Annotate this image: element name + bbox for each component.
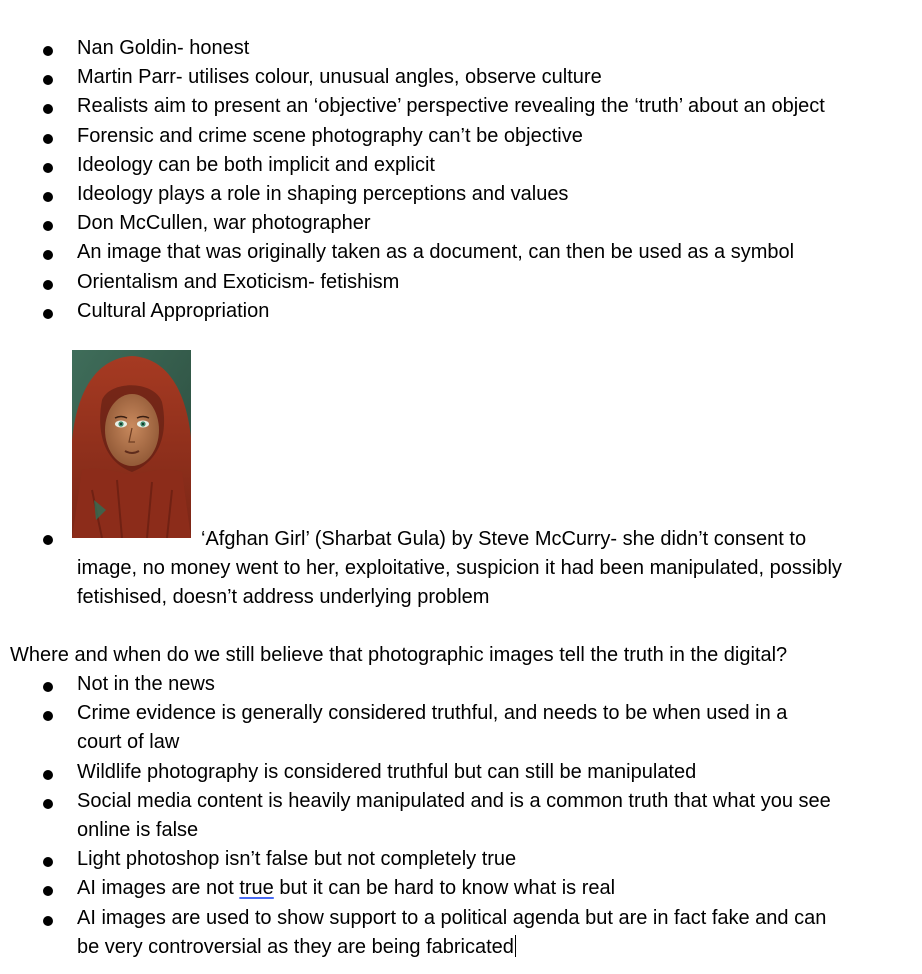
list-item-text: An image that was originally taken as a document, can then be used as a symbol — [77, 241, 795, 264]
bullet-dot — [43, 280, 53, 290]
section-question: Where and when do we still believe that photographic images tell the truth in the digital? — [10, 644, 788, 666]
text-segment: AI images are not — [77, 877, 240, 900]
bullet-dot — [43, 46, 53, 56]
truth-list — [0, 670, 852, 962]
list-item — [0, 209, 857, 238]
bullet-dot — [43, 192, 53, 202]
list-item — [0, 34, 857, 63]
bullet-dot — [43, 163, 53, 173]
list-item — [0, 151, 857, 180]
list-item — [0, 699, 852, 757]
list-item-text — [77, 904, 852, 962]
bullet-dot — [43, 682, 53, 692]
list-item-text — [77, 874, 837, 903]
list-item — [0, 874, 852, 903]
list-item — [0, 63, 857, 92]
list-item-text: Ideology plays a role in shaping perceptions and values — [77, 183, 569, 206]
bullet-dot — [43, 75, 53, 85]
bullet-dot — [43, 770, 53, 780]
list-item — [0, 122, 857, 151]
bullet-dot — [43, 104, 53, 114]
text-segment: but it can be hard to know what is real — [273, 877, 616, 900]
notes-list — [0, 34, 857, 326]
text-cursor — [515, 935, 516, 957]
bullet-dot — [43, 535, 53, 545]
list-item-text: Social media content is heavily manipulated and is a common truth that what you see online is false — [77, 789, 831, 842]
list-item-text: Don McCullen, war photographer — [77, 212, 371, 235]
list-item-text: Orientalism and Exoticism- fetishism — [77, 270, 400, 293]
list-item-text: Forensic and crime scene photography can’t be objective — [77, 124, 583, 147]
list-item-text: Light photoshop isn’t false but not completely true — [77, 848, 517, 871]
list-item — [0, 238, 857, 267]
bullet-dot — [43, 799, 53, 809]
list-item-text: Nan Goldin- honest — [77, 37, 250, 59]
spellcheck-word[interactable]: true — [239, 877, 274, 900]
photo-caption: ‘Afghan Girl’ (Sharbat Gula) by Steve McCurry- she didn’t consent to image, no money went to her, exploitative, suspicion it had been manipulated, possibly fetishised, doesn’t address underlying problem — [77, 528, 842, 609]
list-item — [0, 180, 857, 209]
text-segment: AI images are used to show support to a political agenda but are in fact fake and can be very controversial as they are being fabricated — [77, 906, 827, 958]
bullet-dot — [43, 711, 53, 721]
list-item — [0, 92, 857, 121]
list-item — [0, 845, 852, 874]
list-item-text: Wildlife photography is considered truthful but can still be manipulated — [77, 760, 697, 783]
bullet-dot — [43, 309, 53, 319]
bullet-dot — [43, 134, 53, 144]
list-item-text: Martin Parr- utilises colour, unusual angles, observe culture — [77, 66, 602, 89]
list-item-text: Ideology can be both implicit and explicit — [77, 153, 435, 176]
bullet-dot — [43, 250, 53, 260]
list-item — [0, 758, 852, 787]
bullet-dot — [43, 221, 53, 231]
list-item-text: Crime evidence is generally considered truthful, and needs to be when used in a court of law — [77, 702, 788, 754]
bullet-dot — [43, 886, 53, 896]
list-item — [0, 297, 857, 326]
bullet-dot — [43, 916, 53, 926]
bullet-dot — [43, 857, 53, 867]
list-item-text: Not in the news — [77, 673, 215, 695]
list-item-text: Realists aim to present an ‘objective’ perspective revealing the ‘truth’ about an object — [77, 95, 825, 118]
list-item — [0, 787, 852, 845]
list-item — [0, 904, 852, 962]
afghan-girl-photo[interactable] — [72, 350, 191, 538]
list-item — [0, 268, 857, 297]
list-item — [0, 670, 852, 699]
list-item-text: Cultural Appropriation — [77, 299, 270, 322]
